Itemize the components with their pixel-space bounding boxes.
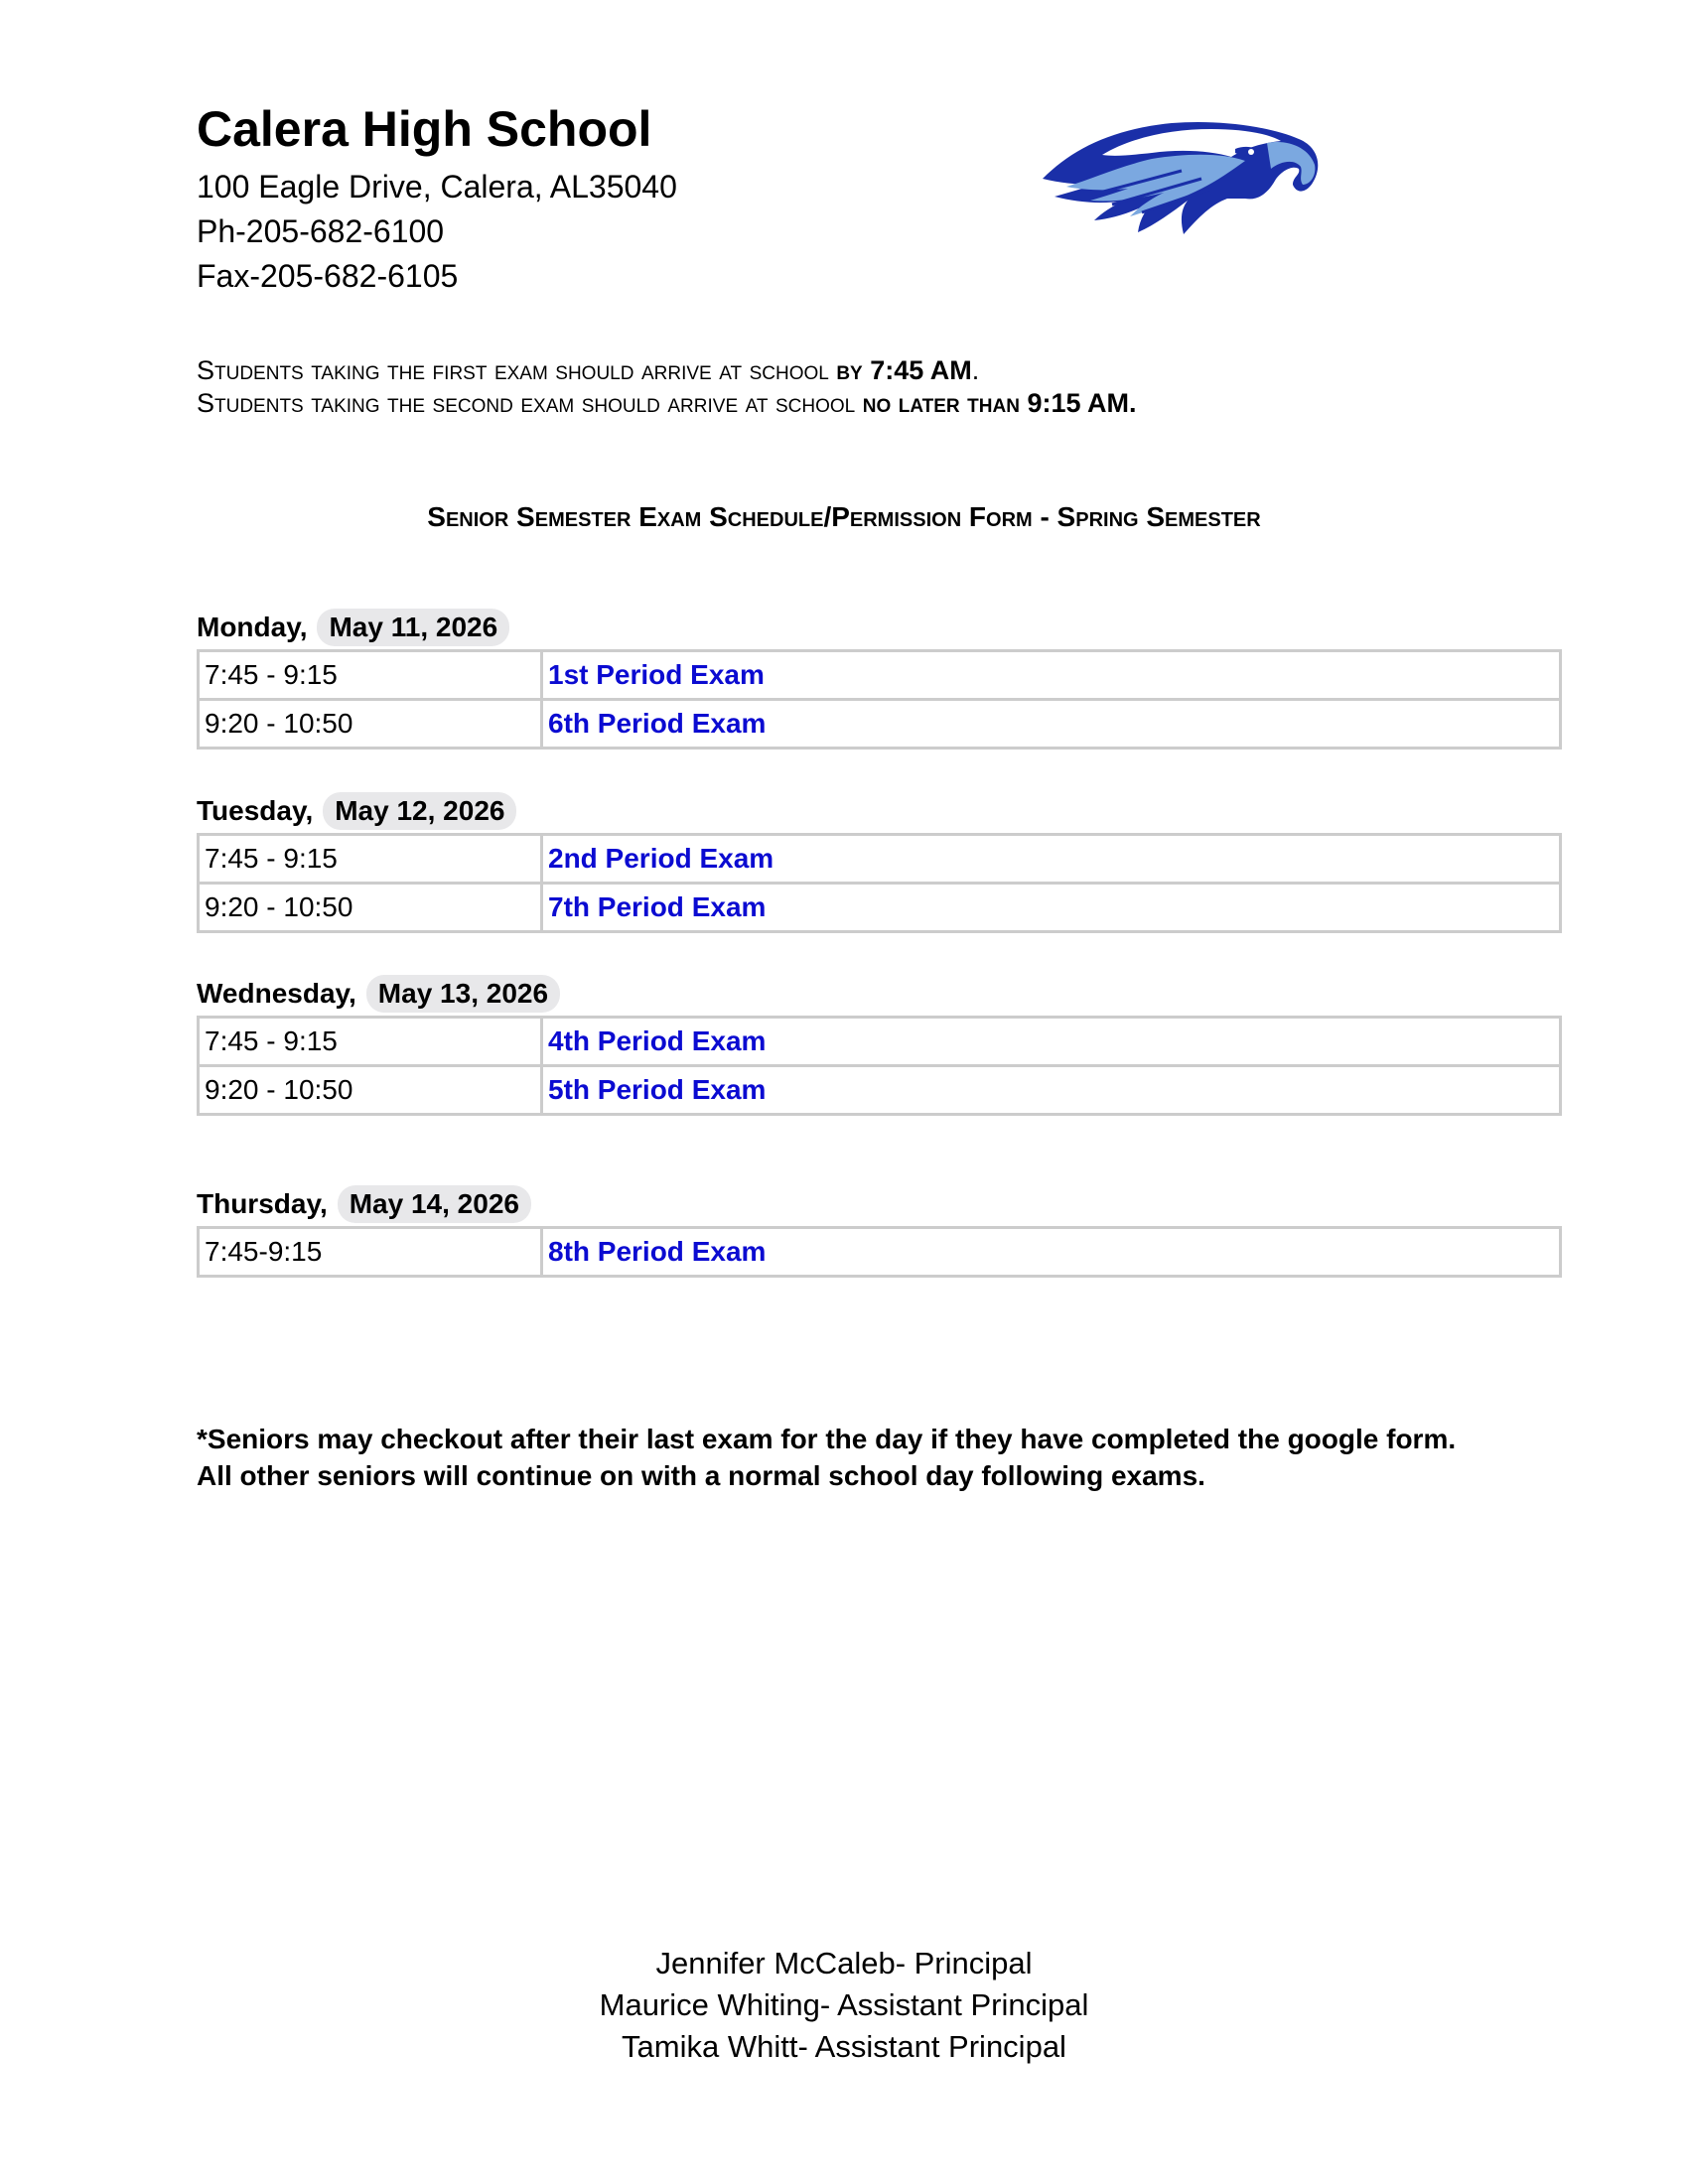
table-row	[199, 1228, 1561, 1277]
day-block-monday	[197, 606, 1567, 750]
eagle-logo-icon	[1033, 109, 1326, 238]
school-name: Calera High School	[197, 101, 652, 157]
day-name: Tuesday,	[197, 795, 314, 826]
arrival-second-emphasis: no later than	[862, 388, 1020, 418]
exam-cell: 5th Period Exam	[542, 1066, 1561, 1115]
time-cell: 7:45-9:15	[199, 1228, 542, 1277]
exam-cell: 6th Period Exam	[542, 700, 1561, 749]
date-chip[interactable]: May 12, 2026	[323, 792, 516, 830]
staff-principal: Jennifer McCaleb- Principal	[655, 1946, 1033, 1980]
exam-table	[197, 1016, 1562, 1116]
school-fax: Fax-205-682-6105	[197, 258, 459, 294]
staff-assistant-principal-1: Maurice Whiting- Assistant Principal	[599, 1987, 1089, 2022]
arrival-first-time: 7:45 AM	[870, 355, 972, 385]
checkout-note: *Seniors may checkout after their last exam for the day if they have completed the google form.	[197, 1424, 1457, 1454]
day-name: Wednesday,	[197, 978, 356, 1009]
table-row	[199, 1066, 1561, 1115]
time-cell: 7:45 - 9:15	[199, 1018, 542, 1066]
date-chip[interactable]: May 11, 2026	[317, 609, 509, 646]
day-heading	[197, 789, 1567, 833]
school-address: 100 Eagle Drive, Calera, AL35040	[197, 169, 677, 205]
arrival-first-text: Students taking the first exam should arrive at school	[197, 355, 837, 385]
exam-table	[197, 1226, 1562, 1278]
day-name: Monday,	[197, 612, 308, 642]
time-cell: 7:45 - 9:15	[199, 651, 542, 700]
date-chip[interactable]: May 14, 2026	[338, 1185, 531, 1223]
school-phone: Ph-205-682-6100	[197, 213, 445, 249]
exam-cell: 4th Period Exam	[542, 1018, 1561, 1066]
date-chip[interactable]: May 13, 2026	[366, 975, 560, 1013]
exam-table	[197, 649, 1562, 750]
table-row	[199, 884, 1561, 932]
time-cell: 9:20 - 10:50	[199, 884, 542, 932]
day-block-wednesday	[197, 972, 1567, 1116]
normal-day-note: All other seniors will continue on with a normal school day following exams.	[197, 1460, 1205, 1491]
day-heading	[197, 1182, 1567, 1226]
exam-cell: 7th Period Exam	[542, 884, 1561, 932]
arrival-second-time: 9:15 AM.	[1027, 388, 1137, 418]
table-row	[199, 651, 1561, 700]
arrival-instruction-second	[197, 387, 1136, 419]
staff-assistant-principal-2: Tamika Whitt- Assistant Principal	[622, 2029, 1066, 2064]
time-cell: 7:45 - 9:15	[199, 835, 542, 884]
table-row	[199, 835, 1561, 884]
day-heading	[197, 972, 1567, 1016]
exam-cell: 1st Period Exam	[542, 651, 1561, 700]
time-cell: 9:20 - 10:50	[199, 1066, 542, 1115]
table-row	[199, 1018, 1561, 1066]
exam-table	[197, 833, 1562, 933]
arrival-first-emphasis: by	[836, 355, 863, 385]
day-block-tuesday	[197, 789, 1567, 933]
exam-cell: 8th Period Exam	[542, 1228, 1561, 1277]
day-heading	[197, 606, 1567, 649]
arrival-first-end: .	[971, 355, 980, 385]
time-cell: 9:20 - 10:50	[199, 700, 542, 749]
table-row	[199, 700, 1561, 749]
arrival-second-text: Students taking the second exam should arrive at school	[197, 388, 863, 418]
day-block-thursday	[197, 1182, 1567, 1278]
form-title: Senior Semester Exam Schedule/Permission Form - Spring Semester	[427, 501, 1261, 532]
exam-cell: 2nd Period Exam	[542, 835, 1561, 884]
day-name: Thursday,	[197, 1188, 328, 1219]
arrival-instruction-first	[197, 354, 979, 386]
